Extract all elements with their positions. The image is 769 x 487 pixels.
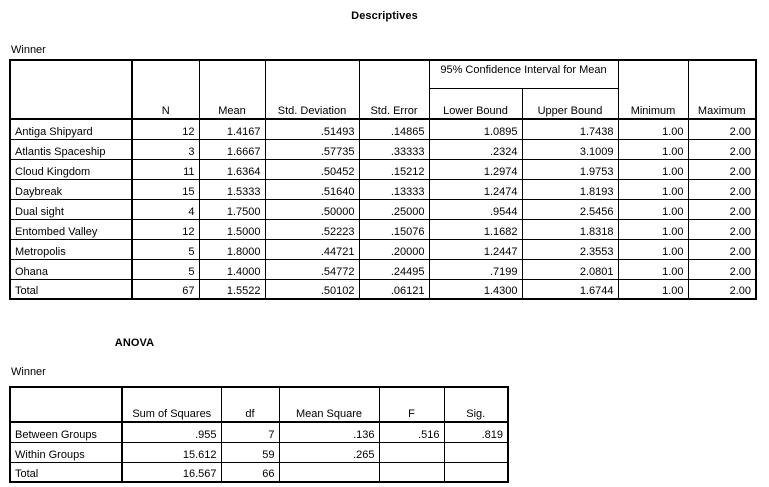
descriptives-row-label: Entombed Valley	[10, 219, 132, 239]
descriptives-cell-n: 4	[132, 199, 199, 219]
anova-cell-mean-square: .265	[279, 442, 379, 462]
table-row	[10, 239, 756, 259]
descriptives-cell-mean: 1.4167	[199, 119, 265, 139]
table-row	[10, 139, 756, 159]
descriptives-cell-mean: 1.5522	[199, 279, 265, 299]
anova-cell-sum-of-squares: 16.567	[122, 462, 221, 482]
anova-cell-f: .516	[379, 422, 444, 442]
descriptives-cell-minimum: 1.00	[618, 139, 688, 159]
descriptives-header-minimum: Minimum	[618, 60, 688, 119]
descriptives-row-label: Total	[10, 279, 132, 299]
descriptives-cell-upper-bound: 1.8193	[522, 179, 618, 199]
anova-header-f: F	[379, 387, 444, 422]
descriptives-table	[9, 59, 757, 300]
anova-cell-mean-square: .136	[279, 422, 379, 442]
descriptives-cell-mean: 1.6667	[199, 139, 265, 159]
descriptives-cell-maximum: 2.00	[688, 259, 756, 279]
descriptives-cell-mean: 1.5000	[199, 219, 265, 239]
descriptives-cell-upper-bound: 2.0801	[522, 259, 618, 279]
descriptives-cell-lower-bound: 1.4300	[429, 279, 522, 299]
table-row	[10, 159, 756, 179]
anova-table-body	[10, 422, 508, 482]
descriptives-cell-maximum: 2.00	[688, 219, 756, 239]
descriptives-cell-upper-bound: 1.8318	[522, 219, 618, 239]
descriptives-cell-mean: 1.5333	[199, 179, 265, 199]
descriptives-cell-minimum: 1.00	[618, 259, 688, 279]
descriptives-cell-maximum: 2.00	[688, 159, 756, 179]
anova-table	[9, 386, 509, 483]
descriptives-cell-std-deviation: .54772	[265, 259, 359, 279]
descriptives-cell-maximum: 2.00	[688, 279, 756, 299]
descriptives-header-upper-bound: Upper Bound	[522, 88, 618, 119]
descriptives-row-label: Ohana	[10, 259, 132, 279]
descriptives-cell-mean: 1.6364	[199, 159, 265, 179]
anova-title: ANOVA	[114, 337, 155, 349]
descriptives-row-label: Atlantis Spaceship	[10, 139, 132, 159]
descriptives-header-row-top	[10, 60, 756, 88]
descriptives-cell-mean: 1.7500	[199, 199, 265, 219]
anova-header-mean-square: Mean Square	[279, 387, 379, 422]
anova-cell-sum-of-squares: .955	[122, 422, 221, 442]
anova-cell-df: 7	[221, 422, 279, 442]
descriptives-cell-lower-bound: .7199	[429, 259, 522, 279]
descriptives-cell-lower-bound: 1.2974	[429, 159, 522, 179]
descriptives-cell-n: 12	[132, 219, 199, 239]
descriptives-cell-n: 11	[132, 159, 199, 179]
descriptives-cell-upper-bound: 1.6744	[522, 279, 618, 299]
descriptives-cell-minimum: 1.00	[618, 219, 688, 239]
anova-cell-f	[379, 462, 444, 482]
descriptives-cell-minimum: 1.00	[618, 159, 688, 179]
descriptives-cell-n: 12	[132, 119, 199, 139]
descriptives-cell-mean: 1.8000	[199, 239, 265, 259]
descriptives-cell-lower-bound: .9544	[429, 199, 522, 219]
descriptives-cell-mean: 1.4000	[199, 259, 265, 279]
table-row	[10, 442, 508, 462]
anova-cell-df: 59	[221, 442, 279, 462]
descriptives-header-confidence-interval-group: 95% Confidence Interval for Mean	[429, 60, 618, 88]
anova-row-label: Between Groups	[10, 422, 122, 442]
descriptives-header-std-error: Std. Error	[359, 60, 429, 119]
table-row	[10, 422, 508, 442]
descriptives-cell-std-error: .25000	[359, 199, 429, 219]
descriptives-cell-minimum: 1.00	[618, 279, 688, 299]
descriptives-cell-std-error: .06121	[359, 279, 429, 299]
descriptives-table-body	[10, 119, 756, 299]
anova-header-sig: Sig.	[444, 387, 508, 422]
anova-cell-f	[379, 442, 444, 462]
descriptives-cell-maximum: 2.00	[688, 199, 756, 219]
table-row	[10, 219, 756, 239]
descriptives-header-n: N	[132, 60, 199, 119]
descriptives-cell-lower-bound: 1.0895	[429, 119, 522, 139]
anova-row-label: Within Groups	[10, 442, 122, 462]
descriptives-header-lower-bound: Lower Bound	[429, 88, 522, 119]
descriptives-cell-n: 5	[132, 259, 199, 279]
descriptives-cell-upper-bound: 1.7438	[522, 119, 618, 139]
anova-header-df: df	[221, 387, 279, 422]
anova-cell-sig: .819	[444, 422, 508, 442]
descriptives-cell-n: 5	[132, 239, 199, 259]
descriptives-cell-minimum: 1.00	[618, 119, 688, 139]
descriptives-row-label: Dual sight	[10, 199, 132, 219]
descriptives-cell-minimum: 1.00	[618, 239, 688, 259]
descriptives-cell-n: 3	[132, 139, 199, 159]
descriptives-row-label: Cloud Kingdom	[10, 159, 132, 179]
anova-cell-df: 66	[221, 462, 279, 482]
descriptives-cell-std-deviation: .52223	[265, 219, 359, 239]
descriptives-row-label: Antiga Shipyard	[10, 119, 132, 139]
anova-cell-sig	[444, 462, 508, 482]
descriptives-cell-lower-bound: 1.1682	[429, 219, 522, 239]
descriptives-cell-std-error: .14865	[359, 119, 429, 139]
descriptives-row-label: Metropolis	[10, 239, 132, 259]
descriptives-header-std-deviation: Std. Deviation	[265, 60, 359, 119]
anova-cell-sig	[444, 442, 508, 462]
descriptives-row-label: Daybreak	[10, 179, 132, 199]
anova-header-row	[10, 387, 508, 422]
table-row	[10, 179, 756, 199]
descriptives-cell-lower-bound: 1.2447	[429, 239, 522, 259]
descriptives-cell-std-error: .15076	[359, 219, 429, 239]
anova-header-sum-of-squares: Sum of Squares	[122, 387, 221, 422]
descriptives-table-header	[10, 60, 756, 119]
descriptives-cell-std-deviation: .51493	[265, 119, 359, 139]
descriptives-cell-upper-bound: 3.1009	[522, 139, 618, 159]
descriptives-cell-maximum: 2.00	[688, 139, 756, 159]
descriptives-cell-std-deviation: .50102	[265, 279, 359, 299]
descriptives-cell-maximum: 2.00	[688, 239, 756, 259]
descriptives-title: Descriptives	[351, 10, 418, 22]
descriptives-cell-std-deviation: .50000	[265, 199, 359, 219]
descriptives-cell-minimum: 1.00	[618, 199, 688, 219]
table-row	[10, 119, 756, 139]
descriptives-header-maximum: Maximum	[688, 60, 756, 119]
descriptives-cell-upper-bound: 1.9753	[522, 159, 618, 179]
descriptives-cell-maximum: 2.00	[688, 119, 756, 139]
descriptives-cell-std-deviation: .44721	[265, 239, 359, 259]
descriptives-cell-std-error: .33333	[359, 139, 429, 159]
descriptives-header-corner	[10, 60, 132, 119]
table-row	[10, 259, 756, 279]
anova-cell-mean-square	[279, 462, 379, 482]
descriptives-cell-std-error: .20000	[359, 239, 429, 259]
descriptives-cell-lower-bound: 1.2474	[429, 179, 522, 199]
descriptives-cell-std-error: .13333	[359, 179, 429, 199]
descriptives-cell-maximum: 2.00	[688, 179, 756, 199]
descriptives-cell-std-deviation: .51640	[265, 179, 359, 199]
descriptives-cell-n: 15	[132, 179, 199, 199]
anova-cell-sum-of-squares: 15.612	[122, 442, 221, 462]
table-row	[10, 279, 756, 299]
descriptives-cell-lower-bound: .2324	[429, 139, 522, 159]
descriptives-cell-std-error: .24495	[359, 259, 429, 279]
anova-table-header	[10, 387, 508, 422]
descriptives-cell-std-deviation: .57735	[265, 139, 359, 159]
descriptives-header-mean: Mean	[199, 60, 265, 119]
descriptives-cell-std-deviation: .50452	[265, 159, 359, 179]
descriptives-cell-n: 67	[132, 279, 199, 299]
table-row	[10, 199, 756, 219]
descriptives-cell-upper-bound: 2.5456	[522, 199, 618, 219]
descriptives-subtitle: Winner	[11, 44, 46, 56]
anova-header-corner	[10, 387, 122, 422]
descriptives-cell-minimum: 1.00	[618, 179, 688, 199]
anova-subtitle: Winner	[11, 366, 46, 378]
anova-row-label: Total	[10, 462, 122, 482]
table-row	[10, 462, 508, 482]
descriptives-cell-upper-bound: 2.3553	[522, 239, 618, 259]
descriptives-cell-std-error: .15212	[359, 159, 429, 179]
